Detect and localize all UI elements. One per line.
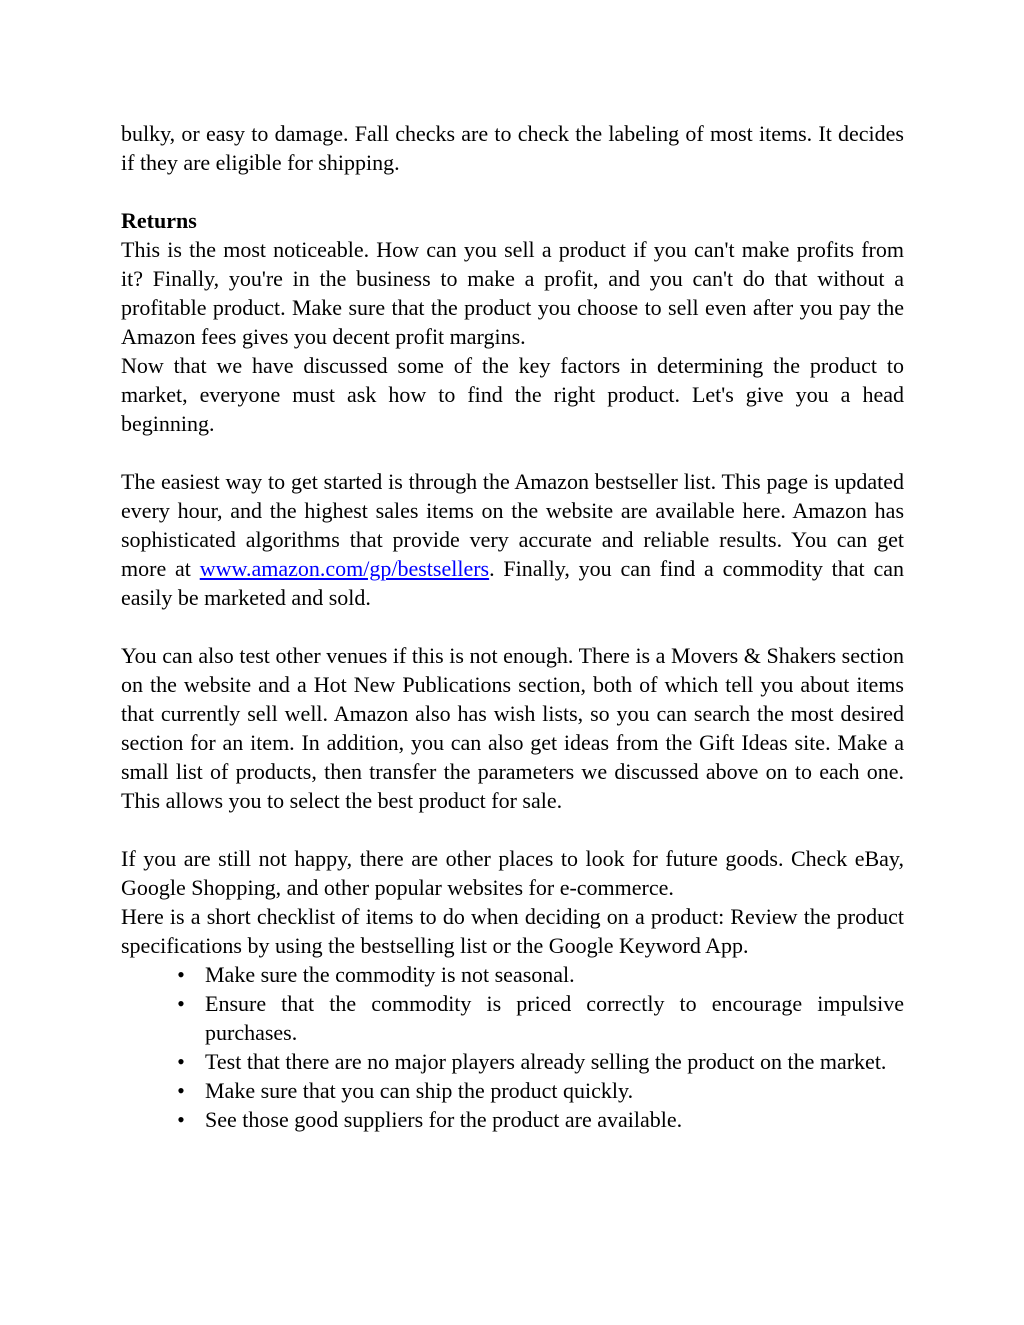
list-item-text: Test that there are no major players already selling the product on the market. xyxy=(205,1049,887,1074)
product-checklist xyxy=(121,960,904,1134)
list-item-text: Make sure that you can ship the product quickly. xyxy=(205,1078,634,1103)
list-item-text: See those good suppliers for the product are available. xyxy=(205,1107,683,1132)
paragraph-spacer xyxy=(121,177,904,206)
checklist-intro-paragraph: Here is a short checklist of items to do when deciding on a product: Review the product specifications by using the bestselling list or the Google Keyword App. xyxy=(121,904,904,958)
paragraph-spacer xyxy=(121,612,904,641)
bullet-icon: • xyxy=(177,1078,185,1103)
bullet-icon: • xyxy=(177,1107,185,1132)
bestsellers-link[interactable]: www.amazon.com/gp/bestsellers xyxy=(199,556,490,581)
list-item-text: Ensure that the commodity is priced correctly to encourage impulsive purchases. xyxy=(205,991,904,1045)
intro-paragraph: bulky, or easy to damage. Fall checks are to check the labeling of most items. It decides if they are eligible for shipping. xyxy=(121,121,904,175)
list-item-text: Make sure the commodity is not seasonal. xyxy=(205,962,575,987)
list-item xyxy=(121,1047,904,1076)
other-places-paragraph: If you are still not happy, there are other places to look for future goods. Check eBay, Google Shopping, and other popular websites for e-commerce. xyxy=(121,846,904,900)
venues-paragraph: You can also test other venues if this is not enough. There is a Movers & Shakers section on the website and a Hot New Publications section, both of which tell you about items that currently sell well. Amazon also has wish lists, so you can search the most desired section for an item. In addition, you can also get ideas from the Gift Ideas site. Make a small list of products, then transfer the parameters we discussed above on to each one. This allows you to select the best product for sale. xyxy=(121,643,904,813)
list-item xyxy=(121,1076,904,1105)
bullet-icon: • xyxy=(177,962,185,987)
document-page xyxy=(121,119,904,1134)
bullet-icon: • xyxy=(177,1049,185,1074)
list-item xyxy=(121,1105,904,1134)
list-item xyxy=(121,989,904,1047)
bullet-icon: • xyxy=(177,991,185,1016)
paragraph-spacer xyxy=(121,438,904,467)
bestseller-paragraph xyxy=(121,467,904,612)
list-item xyxy=(121,960,904,989)
returns-heading: Returns xyxy=(121,208,197,233)
returns-paragraph: This is the most noticeable. How can you sell a product if you can't make profits from it? Finally, you're in the business to make a profit, and you can't do that without a profitable product. Make sure that the product you choose to sell even after you pay the Amazon fees gives you decent profit margins. xyxy=(121,237,904,349)
key-factors-paragraph: Now that we have discussed some of the key factors in determining the product to market, everyone must ask how to find the right product. Let's give you a head beginning. xyxy=(121,353,904,436)
bestseller-text-after: . Finally, you can find a commodity that can easily be marketed and sold. xyxy=(121,556,904,610)
bestseller-text-before: The easiest way to get started is through the Amazon bestseller list. This page is updated every hour, and the highest sales items on the website are available here. Amazon has sophisticated algorithms that provide very accurate and reliable results. You can get more at xyxy=(121,469,904,581)
paragraph-spacer xyxy=(121,815,904,844)
